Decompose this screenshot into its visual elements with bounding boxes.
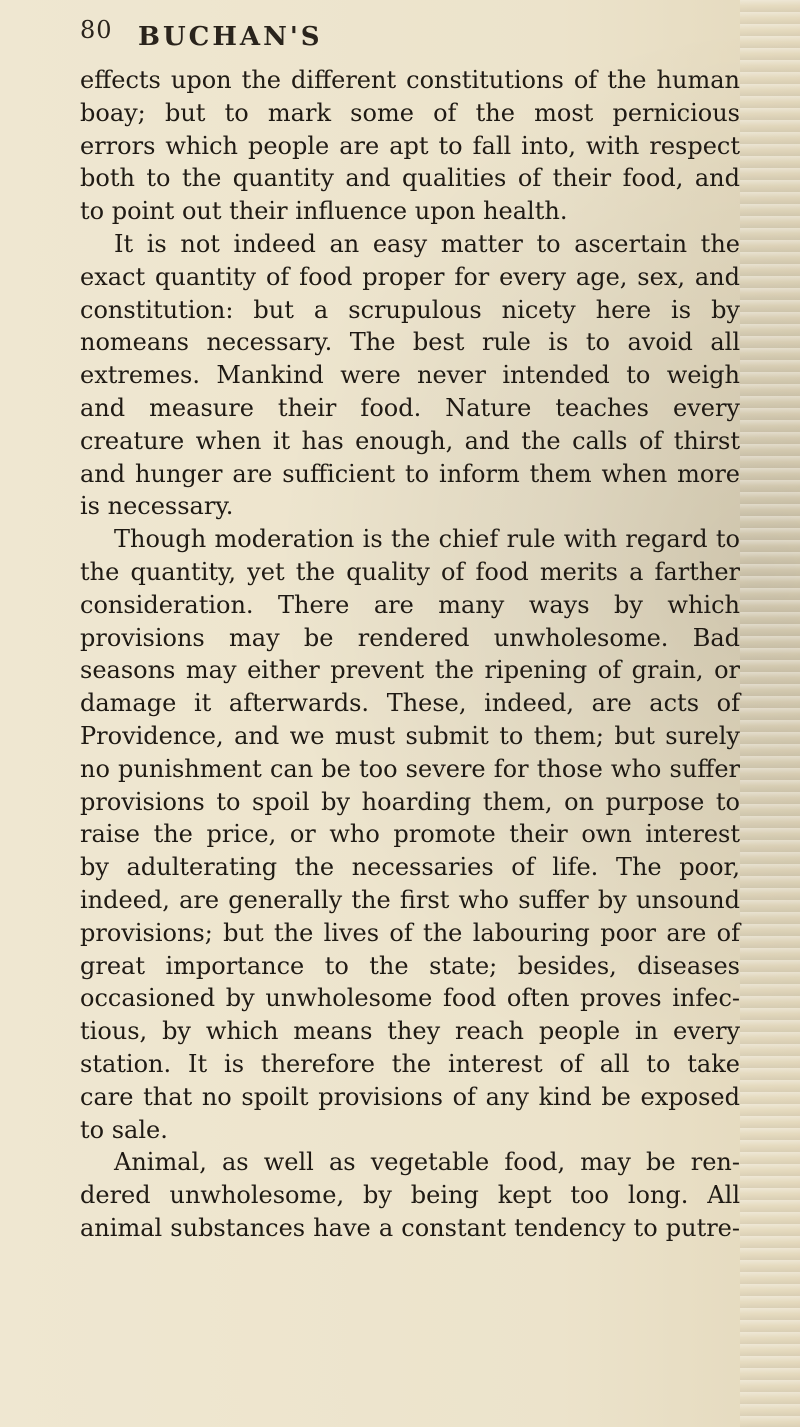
text-line: indeed, are generally the first who suffer by unsound xyxy=(80,885,740,914)
text-line: animal substances have a constant tendency to putre- xyxy=(80,1213,740,1242)
text-line: and measure their food. Nature teaches every xyxy=(80,393,740,422)
text-line: provisions may be rendered unwholesome. Bad xyxy=(80,623,740,652)
text-line: great importance to the state; besides, diseases xyxy=(80,951,740,980)
text-line: dered unwholesome, by being kept too long. All xyxy=(80,1181,740,1210)
text-line: Providence, and we must submit to them; but surely xyxy=(80,721,740,750)
paragraph xyxy=(80,228,740,523)
body-text xyxy=(80,64,740,1245)
text-line: care that no spoilt provisions of any kind be exposed xyxy=(80,1082,740,1111)
paragraph xyxy=(80,523,740,1146)
text-line: seasons may either prevent the ripening of grain, or xyxy=(80,656,740,685)
text-line: occasioned by unwholesome food often proves infec- xyxy=(80,984,740,1013)
text-line: consideration. There are many ways by which xyxy=(80,590,740,619)
text-line: creature when it has enough, and the calls of thirst xyxy=(80,426,740,455)
text-line: tious, by which means they reach people in every xyxy=(80,1017,740,1046)
paragraph xyxy=(80,1146,740,1244)
running-head: BUCHAN'S xyxy=(138,22,323,52)
text-line: errors which people are apt to fall into, with respect xyxy=(80,131,740,160)
text-line: to point out their influence upon health. xyxy=(80,197,568,226)
page-header xyxy=(80,16,740,56)
text-line: nomeans necessary. The best rule is to avoid all xyxy=(80,328,740,357)
text-line: to sale. xyxy=(80,1115,168,1144)
text-line: It is not indeed an easy matter to ascertain the xyxy=(114,229,740,258)
text-line: no punishment can be too severe for those who suffer xyxy=(80,754,740,783)
text-line: provisions to spoil by hoarding them, on purpose to xyxy=(80,787,740,816)
page-edge-shadow xyxy=(740,0,800,1427)
text-line: station. It is therefore the interest of all to take xyxy=(80,1049,740,1078)
text-line: provisions; but the lives of the labouring poor are of xyxy=(80,918,740,947)
text-line: is necessary. xyxy=(80,492,234,521)
page-number: 80 xyxy=(80,16,113,44)
paragraph xyxy=(80,64,740,228)
text-line: Though moderation is the chief rule with regard to xyxy=(114,525,740,554)
text-line: Animal, as well as vegetable food, may be ren- xyxy=(114,1148,740,1177)
text-line: the quantity, yet the quality of food merits a farther xyxy=(80,557,740,586)
text-line: boay; but to mark some of the most pernicious xyxy=(80,98,740,127)
text-line: effects upon the different constitutions of the human xyxy=(80,66,740,94)
text-line: exact quantity of food proper for every age, sex, and xyxy=(80,262,740,291)
text-line: constitution: but a scrupulous nicety here is by xyxy=(80,295,740,324)
text-line: and hunger are sufficient to inform them when more xyxy=(80,459,740,488)
text-line: both to the quantity and qualities of their food, and xyxy=(80,164,740,193)
text-line: damage it afterwards. These, indeed, are acts of xyxy=(80,689,740,718)
text-line: extremes. Mankind were never intended to weigh xyxy=(80,361,740,390)
text-line: raise the price, or who promote their own interest xyxy=(80,820,740,849)
text-line: by adulterating the necessaries of life. The poor, xyxy=(80,853,740,882)
